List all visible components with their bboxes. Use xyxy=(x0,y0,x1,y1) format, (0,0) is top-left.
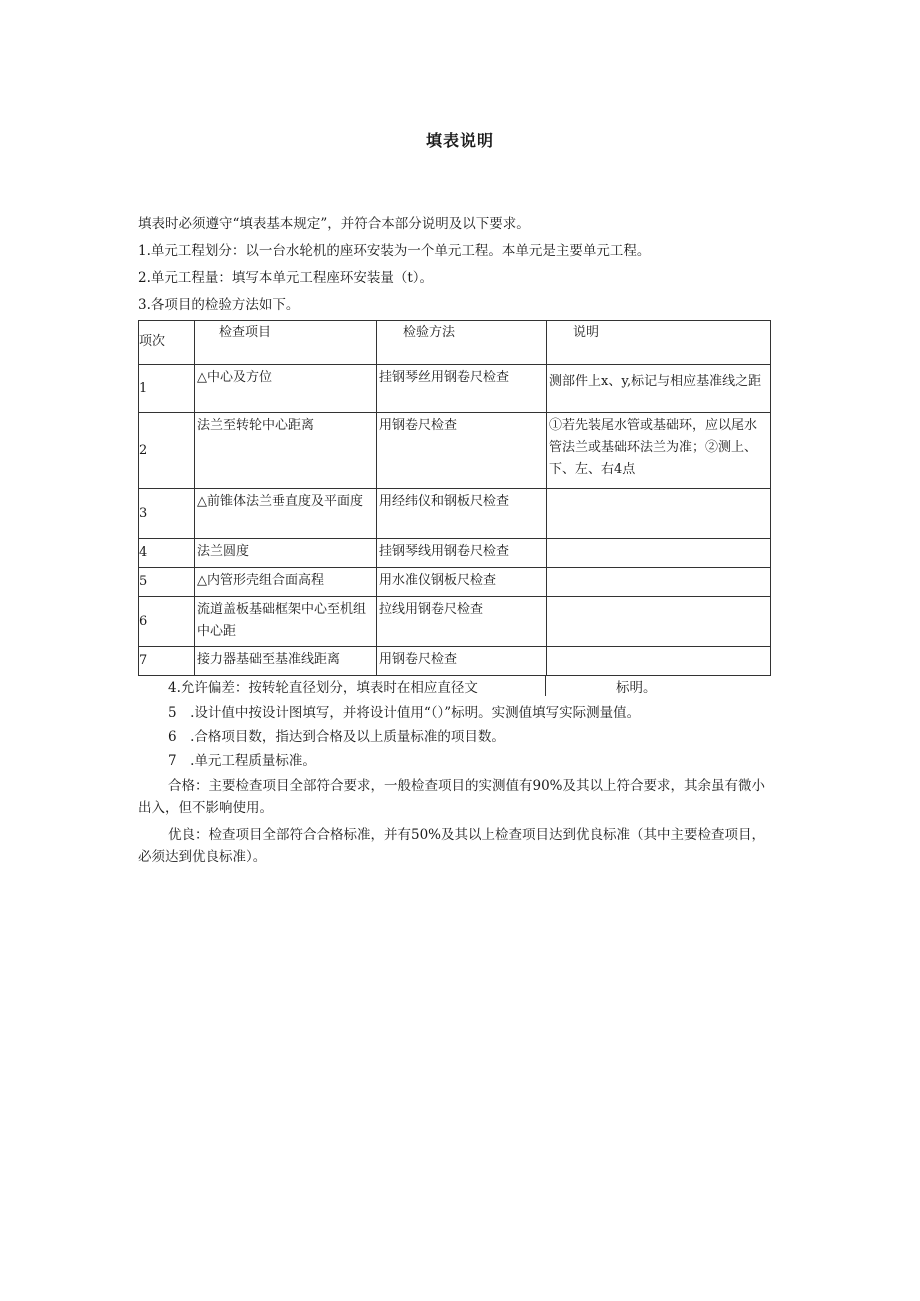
row-no: 6 xyxy=(139,597,195,647)
row-note xyxy=(547,568,771,597)
item-5-text: 5 .设计值中按设计图填写，并将设计值用“（）”标明。实测值填写实际测量值。 xyxy=(168,705,641,721)
row-no: 2 xyxy=(139,413,195,489)
row-note xyxy=(547,597,771,647)
header-method: 检验方法 xyxy=(377,321,547,365)
header-note: 说明 xyxy=(547,321,771,365)
row-method: 挂钢琴线用钢卷尺检查 xyxy=(377,539,547,568)
row-no: 3 xyxy=(139,489,195,539)
row-item: 法兰至转轮中心距离 xyxy=(195,413,377,489)
item-4-text: 4.允许偏差：按转轮直径划分，填表时在相应直径文 xyxy=(168,680,478,696)
row-no: 1 xyxy=(139,365,195,413)
row-item: △前锥体法兰垂直度及平面度 xyxy=(195,489,377,539)
row-method: 拉线用钢卷尺检查 xyxy=(377,597,547,647)
row-item: △中心及方位 xyxy=(195,365,377,413)
row-method: 用钢卷尺检查 xyxy=(377,413,547,489)
row-item: 流道盖板基础框架中心至机组中心距 xyxy=(195,597,377,647)
table-row xyxy=(139,568,771,597)
header-no: 项次 xyxy=(139,321,195,365)
row-method: 挂钢琴丝用钢卷尺检查 xyxy=(377,365,547,413)
row-method: 用水准仪钢板尺检查 xyxy=(377,568,547,597)
table-row xyxy=(139,647,771,676)
item-6-text: 6 .合格项目数，指达到合格及以上质量标准的项目数。 xyxy=(168,729,505,745)
item-4-tail-text: 标明。 xyxy=(616,680,657,696)
item-2-text: 2.单元工程量：填写本单元工程座环安装量（t）。 xyxy=(138,270,434,286)
table-row xyxy=(139,365,771,413)
item-3-text: 3.各项目的检验方法如下。 xyxy=(138,297,300,313)
row-item: 接力器基础至基准线距离 xyxy=(195,647,377,676)
row-note xyxy=(547,489,771,539)
row-note xyxy=(547,539,771,568)
table-header-row xyxy=(139,321,771,365)
table-row xyxy=(139,597,771,647)
row-item: 法兰圆度 xyxy=(195,539,377,568)
table-row xyxy=(139,539,771,568)
pass-standard-text: 合格：主要检查项目全部符合要求，一般检查项目的实测值有90%及其以上符合要求，其余虽有微小出入，但不影响使用。 xyxy=(138,778,766,816)
table-row xyxy=(139,489,771,539)
excellent-standard-text: 优良：检查项目全部符合合格标准，并有50%及其以上检查项目达到优良标准（其中主要检查项目，必须达到优良标准）。 xyxy=(138,827,766,865)
inspection-method-table xyxy=(138,320,771,676)
row-note: 测部件上x、y,标记与相应基准线之距 xyxy=(547,365,771,413)
row-no: 7 xyxy=(139,647,195,676)
header-item: 检查项目 xyxy=(195,321,377,365)
intro-text: 填表时必须遵守“填表基本规定”，并符合本部分说明及以下要求。 xyxy=(138,216,530,232)
row-item: △内管形壳组合面高程 xyxy=(195,568,377,597)
row-no: 5 xyxy=(139,568,195,597)
page-title: 填表说明 xyxy=(425,131,494,150)
item-7-text: 7 .单元工程质量标准。 xyxy=(168,753,316,769)
row-note: ①若先装尾水管或基础环，应以尾水管法兰或基础环法兰为准；②测上、下、左、右4点 xyxy=(547,413,771,489)
row-method: 用经纬仪和钢板尺检查 xyxy=(377,489,547,539)
table-tail-divider xyxy=(545,676,546,696)
row-no: 4 xyxy=(139,539,195,568)
row-note xyxy=(547,647,771,676)
row-method: 用钢卷尺检查 xyxy=(377,647,547,676)
table-row xyxy=(139,413,771,489)
item-1-text: 1.单元工程划分：以一台水轮机的座环安装为一个单元工程。本单元是主要单元工程。 xyxy=(138,243,651,259)
